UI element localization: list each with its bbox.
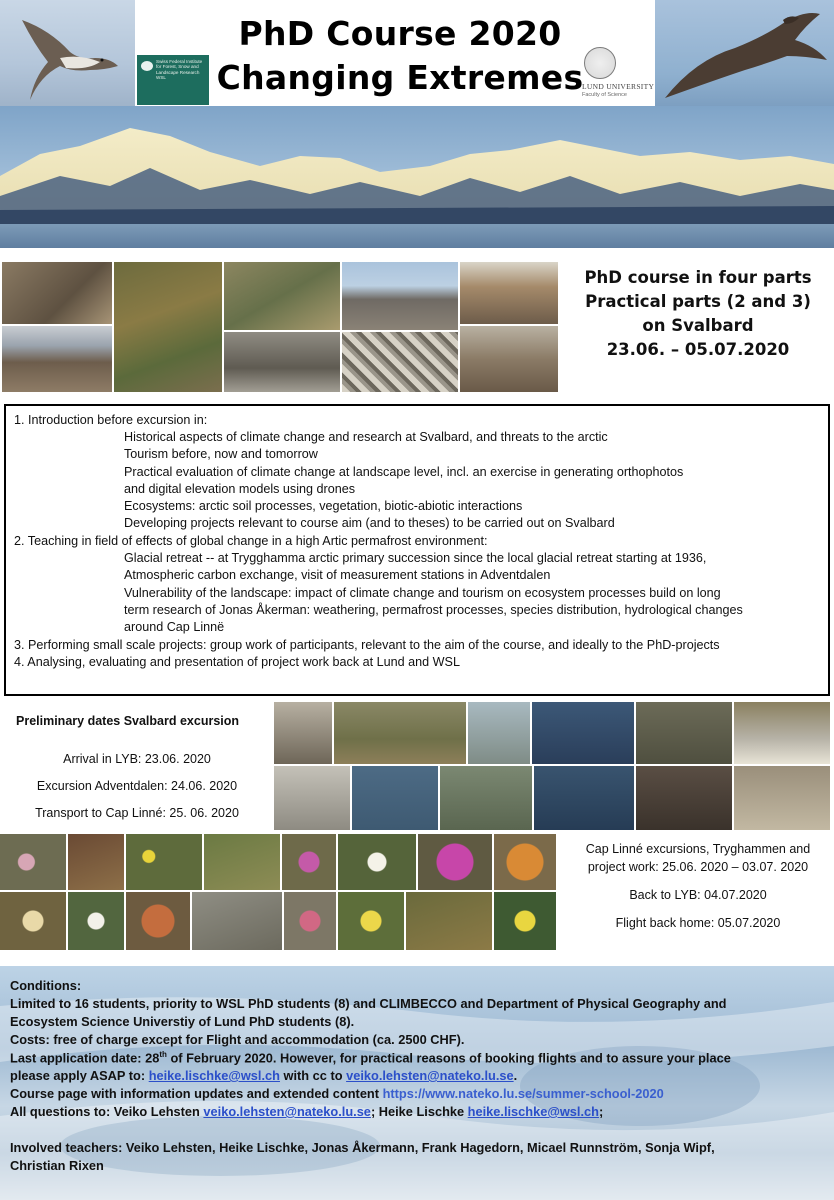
program-line: 3. Performing small scale projects: group work of participants, relevant to the aim of the course, and ideally to the PhD-projects: [14, 638, 720, 652]
conditions-section: [0, 966, 834, 1200]
photo-tile: [282, 834, 336, 890]
program-line: Practical evaluation of climate change at landscape level, incl. an exercise in generating orthophotos: [124, 465, 684, 479]
conditions-questions: [10, 1104, 603, 1119]
adventdalen-date: Excursion Adventdalen: 24.06. 2020: [36, 779, 238, 793]
photo-tile: [2, 326, 112, 392]
photo-tile: [352, 766, 438, 830]
program-line: Atmospheric carbon exchange, visit of measurement stations in Adventdalen: [124, 568, 551, 582]
photo-tile: [636, 702, 732, 764]
conditions-limited-line: Ecosystem Science Universtiy of Lund PhD students (8).: [10, 1014, 355, 1029]
cap-linne-line: Cap Linné excursions, Tryghammen and: [585, 842, 811, 856]
deadline-sup: th: [159, 1050, 167, 1059]
course-summary: [562, 262, 834, 392]
teachers-line: Christian Rixen: [10, 1158, 104, 1173]
teachers-line: Involved teachers: Veiko Lehsten, Heike Lischke, Jonas Åkermann, Frank Hagedorn, Micael Runnström, Sonja Wipf,: [10, 1140, 715, 1155]
course-summary-line: Practical parts (2 and 3): [585, 292, 811, 311]
photo-tile: [534, 766, 634, 830]
program-line: and digital elevation models using drones: [124, 482, 356, 496]
course-page-link[interactable]: https://www.nateko.lu.se/summer-school-2020: [382, 1086, 664, 1101]
conditions-heading: Conditions:: [10, 978, 82, 993]
course-page-text: Course page with information updates and extended content: [10, 1086, 383, 1101]
excursion-dates: [8, 706, 266, 828]
course-summary-line: on Svalbard: [642, 316, 754, 335]
deadline-text: of February 2020. However, for practical reasons of booking flights and to assure your place: [166, 1050, 731, 1066]
photo-tile: [460, 326, 558, 392]
mountain-banner-photo: [0, 106, 834, 248]
photo-tile: [338, 834, 416, 890]
photo-tile: [342, 332, 458, 392]
lund-university-logo: [578, 45, 654, 103]
cap-linne-dates: [562, 836, 834, 936]
program-line: Ecosystems: arctic soil processes, vegetation, biotic-abiotic interactions: [124, 499, 523, 513]
photo-tile: [126, 892, 190, 950]
conditions-course-page: [10, 1086, 664, 1101]
lund-faculty: Faculty of Science: [582, 92, 627, 98]
conditions-costs: Costs: free of charge except for Flight and accommodation (ca. 2500 CHF).: [10, 1032, 465, 1047]
photo-tile: [334, 702, 466, 764]
photo-tile: [0, 892, 66, 950]
deadline-text: Last application date: 28: [10, 1050, 160, 1066]
email-link-veiko[interactable]: veiko.lehsten@nateko.lu.se: [346, 1068, 514, 1083]
wsl-logo: [137, 55, 209, 105]
photo-tile: [284, 892, 336, 950]
program-line: 1. Introduction before excursion in:: [14, 413, 208, 427]
photo-tile: [532, 702, 634, 764]
photo-tile: [494, 892, 556, 950]
photo-tile: [406, 892, 492, 950]
fulmar-photo: [0, 0, 135, 106]
photo-tile: [192, 892, 282, 950]
flight-home-date: Flight back home: 05.07.2020: [615, 916, 781, 930]
mountain-icon: [0, 106, 834, 248]
wildlife-photo-collage: [274, 702, 830, 830]
conditions-apply: [10, 1068, 517, 1083]
photo-tile: [342, 262, 458, 330]
photo-tile: [734, 702, 830, 764]
photo-tile: [2, 262, 112, 324]
bird-icon: [0, 0, 135, 106]
page-title-line1: PhD Course 2020: [238, 14, 562, 53]
photo-tile: [494, 834, 556, 890]
photo-tile: [460, 262, 558, 324]
arrival-date: Arrival in LYB: 23.06. 2020: [63, 752, 211, 766]
email-link-heike[interactable]: heike.lischke@wsl.ch: [467, 1104, 599, 1119]
program-line: Vulnerability of the landscape: impact of climate change and tourism on ecosystem processes build on long: [124, 586, 721, 600]
excursion-heading: Preliminary dates Svalbard excursion: [16, 714, 240, 728]
bird-icon: [655, 0, 834, 106]
apply-text: .: [513, 1068, 518, 1083]
skua-photo: [655, 0, 834, 106]
program-line: term research of Jonas Åkerman: weathering, permafrost processes, species distribution, hydrological changes: [124, 603, 743, 617]
course-summary-line: PhD course in four parts: [584, 268, 812, 287]
flower-photo-collage: [0, 834, 556, 950]
program-line: Historical aspects of climate change and research at Svalbard, and threats to the arctic: [124, 430, 608, 444]
lund-university-name: LUND UNIVERSITY: [582, 82, 655, 91]
photo-tile: [68, 892, 124, 950]
photo-tile: [0, 834, 66, 890]
program-line: Glacial retreat -- at Trygghamma arctic primary succession since the local glacial retreat starting at 1936,: [124, 551, 707, 565]
photo-tile: [224, 262, 340, 330]
cap-linne-line: project work: 25.06. 2020 – 03.07. 2020: [587, 860, 809, 874]
wsl-logo-text: Swiss Federal Institute for Forest, Snow and Landscape Research WSL: [156, 59, 203, 81]
photo-tile: [126, 834, 202, 890]
photo-tile: [114, 262, 222, 392]
page-title-line2: Changing Extremes: [216, 58, 584, 97]
photo-tile: [224, 332, 340, 392]
photo-tile: [734, 766, 830, 830]
wsl-mark-icon: [141, 61, 153, 71]
questions-text: ;: [598, 1104, 604, 1119]
photo-tile: [338, 892, 404, 950]
apply-text: please apply ASAP to:: [10, 1068, 149, 1083]
photo-tile: [68, 834, 124, 890]
program-line: 4. Analysing, evaluating and presentation of project work back at Lund and WSL: [14, 655, 460, 669]
course-dates: 23.06. – 05.07.2020: [606, 340, 790, 359]
transport-date: Transport to Cap Linné: 25. 06. 2020: [35, 806, 239, 820]
program-line: around Cap Linnë: [124, 620, 225, 634]
photo-tile: [468, 702, 530, 764]
photo-tile: [636, 766, 732, 830]
program-box: [4, 404, 830, 696]
photo-tile: [274, 702, 332, 764]
questions-text: ; Heike Lischke: [370, 1104, 468, 1119]
questions-text: All questions to: Veiko Lehsten: [10, 1104, 204, 1119]
program-line: Developing projects relevant to course aim (and to theses) to be carried out on Svalbard: [124, 516, 615, 530]
program-line: Tourism before, now and tomorrow: [124, 447, 318, 461]
photo-tile: [274, 766, 350, 830]
photo-tile: [204, 834, 280, 890]
email-link-heike[interactable]: heike.lischke@wsl.ch: [148, 1068, 280, 1083]
apply-text: with cc to: [279, 1068, 347, 1083]
back-to-lyb-date: Back to LYB: 04.07.2020: [629, 888, 767, 902]
photo-tile: [440, 766, 532, 830]
landscape-photo-collage: [2, 262, 558, 392]
conditions-limited-line: Limited to 16 students, priority to WSL PhD students (8) and CLIMBECCO and Department of Physical Geography and: [10, 996, 727, 1011]
program-line: 2. Teaching in field of effects of global change in a high Artic permafrost environment:: [14, 534, 488, 548]
email-link-veiko[interactable]: veiko.lehsten@nateko.lu.se: [203, 1104, 371, 1119]
photo-tile: [418, 834, 492, 890]
lund-seal-icon: [584, 47, 616, 79]
poster-header: [0, 0, 834, 106]
conditions-deadline: [10, 1050, 731, 1065]
